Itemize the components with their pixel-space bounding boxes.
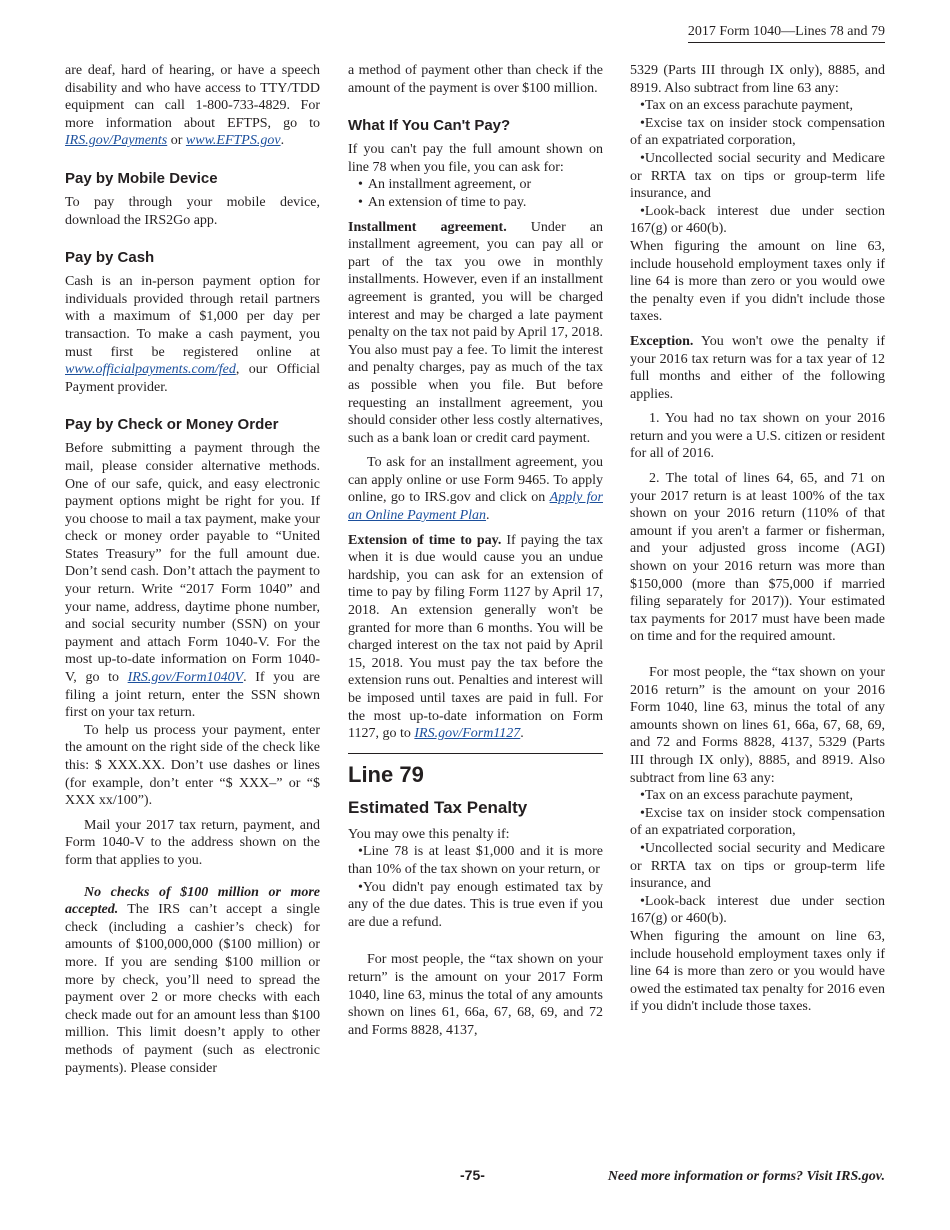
footer-note: Need more information or forms? Visit IRS.gov. bbox=[607, 1169, 885, 1184]
list-item: • Look-back interest due under section 167(g) or 460(b). bbox=[630, 203, 885, 238]
column-3 bbox=[630, 62, 885, 1016]
text: . bbox=[280, 133, 285, 149]
exception-item-1: 1. You had no tax shown on your 2016 return and you were a U.S. citizen or resident for all of 2016. bbox=[630, 411, 885, 462]
lead-in: Exception. bbox=[630, 333, 694, 349]
mail-paragraph: Mail your 2017 tax return, payment, and Form 1040-V to the address shown on the form that applies to you. bbox=[65, 817, 320, 868]
online-payment-plan-link[interactable]: Apply for an Online Payment Plan bbox=[348, 490, 603, 524]
list-item: • Uncollected social security and Medicare or RRTA tax on tips or group-term life insurance, and bbox=[630, 840, 885, 893]
continuation-paragraph: 5329 (Parts III through IX only), 8885, and 8919. Also subtract from line 63 any: bbox=[630, 63, 885, 96]
figuring-paragraph-2: When figuring the amount on line 63, include household employment taxes only if line 64 is more than zero or you would have owed the estimated tax penalty for 2016 even if you didn't include those taxes. bbox=[630, 928, 885, 1015]
text: . bbox=[486, 508, 490, 524]
extension-paragraph bbox=[348, 532, 603, 743]
irs-payments-link[interactable]: IRS.gov/Payments bbox=[65, 133, 168, 149]
heading-pay-by-mobile: Pay by Mobile Device bbox=[65, 169, 218, 187]
page-number: -75- bbox=[460, 1167, 485, 1183]
no-checks-paragraph bbox=[65, 884, 320, 1078]
eftps-link[interactable]: www.EFTPS.gov bbox=[185, 133, 281, 149]
text: Cash is an in-person payment option for individuals provided through retail partners with a maximum of $1,000 per day per transaction. To make a cash payment, you must first be registered online at bbox=[65, 274, 320, 360]
lead-in: No checks of $100 million or more accepted. bbox=[65, 884, 320, 918]
cant-pay-paragraph: If you can't pay the full amount shown on line 78 when you file, you can ask for: bbox=[348, 142, 603, 175]
most-people-2016-paragraph: For most people, the “tax shown on your 2016 return” is the amount on your 2016 Form 1040, line 63, minus the total of any amounts shown on lines 61, 66a, 67, 68, 69, and 72 and Forms 8828, 4137, 5329 (Parts III through IX only), 8885, and 8919. Also subtract from line 63 any: bbox=[630, 665, 885, 786]
text: The IRS can’t accept a single check (including a cashier’s check) for amounts of $100,000,000 ($100 million) or more. If you are sending $100 million or more by check, you’ll need to spread the payment over 2 or more checks with each check made out for an amount less than $100 million. This limit doesn’t apply to other methods of payment (such as electronic payments). Please consider bbox=[65, 902, 320, 1076]
list-item: • Tax on an excess parachute payment, bbox=[630, 787, 885, 805]
running-header: 2017 Form 1040—Lines 78 and 79 bbox=[688, 24, 885, 43]
column-1 bbox=[65, 62, 320, 1077]
column-2 bbox=[348, 62, 603, 1039]
list-item: • Tax on an excess parachute payment, bbox=[630, 97, 885, 115]
mobile-paragraph: To pay through your mobile device, download the IRS2Go app. bbox=[65, 194, 320, 228]
list-item: • Uncollected social security and Medicare or RRTA tax on tips or group-term life insurance, and bbox=[630, 150, 885, 203]
lead-in: Extension of time to pay. bbox=[348, 532, 502, 548]
text: If paying the tax when it is due would cause you an undue hardship, you can ask for an extension of time to pay by filing Form 1127 by April 17, 2018. An extension generally won't be granted for more than 6 months. You will be charged interest on the tax not paid by April 15, 2018. You must pay the tax before the extension runs out. Penalties and interest will be imposed until taxes are paid in full. For the most up-to-date information on Form 1127, go to bbox=[348, 532, 603, 742]
cant-pay-list bbox=[348, 176, 603, 211]
list-item: • An extension of time to pay. bbox=[358, 194, 603, 212]
section-divider bbox=[348, 753, 603, 754]
check-paragraph bbox=[65, 440, 320, 722]
installment-paragraph bbox=[348, 219, 603, 448]
heading-pay-by-cash: Pay by Cash bbox=[65, 249, 155, 267]
list-item: • Look-back interest due under section 167(g) or 460(b). bbox=[630, 893, 885, 928]
figuring-paragraph: When figuring the amount on line 63, include household employment taxes only if line 64 is more than zero or you would owe the penalty even if you didn't include those taxes. bbox=[630, 238, 885, 325]
text: To ask for an installment agreement, you can apply online or use Form 9465. To apply online, go to IRS.gov and click on bbox=[348, 455, 603, 506]
continuation-paragraph: a method of payment other than check if the amount of the payment is over $100 million. bbox=[348, 63, 603, 96]
text: or bbox=[167, 133, 186, 149]
text: , our Official Payment provider. bbox=[65, 362, 320, 395]
list-item: • Excise tax on insider stock compensation of an expatriated corporation, bbox=[630, 115, 885, 150]
heading-cant-pay: What If You Can't Pay? bbox=[348, 117, 511, 135]
text: Before submitting a payment through the mail, please consider alternative methods. One of our safe, quick, and easy electronic payment options might be right for you. If you choose to mail a tax payment, make your check or money order payable to “United States Treasury” for the full amount due. Don’t send cash. Don’t attach the payment to your return. Write “2017 Form 1040” and your name, address, daytime phone number, and social security number (SSN) on your payment and attach Form 1040-V. For the most up-to-date information on Form 1040-V, go to bbox=[65, 441, 320, 686]
cash-paragraph bbox=[65, 273, 320, 396]
may-owe-paragraph: You may owe this penalty if: bbox=[348, 826, 510, 842]
text: . If you are filing a joint return, enter the SSN shown first on your tax return. bbox=[65, 670, 320, 721]
form1040v-link[interactable]: IRS.gov/Form1040V bbox=[127, 670, 244, 686]
list-item: • Line 78 is at least $1,000 and it is more than 10% of the tax shown on your return, or bbox=[348, 843, 603, 878]
estimated-tax-penalty-heading: Estimated Tax Penalty bbox=[348, 797, 528, 817]
officialpayments-link[interactable]: www.officialpayments.com/fed bbox=[65, 362, 236, 378]
ask-paragraph bbox=[348, 454, 603, 524]
lead-in: Installment agreement. bbox=[348, 219, 507, 235]
text: You won't owe the penalty if your 2016 tax return was for a tax year of 12 full months and either of the following applies. bbox=[630, 333, 885, 402]
exception-item-2: 2. The total of lines 64, 65, and 71 on your 2017 return is at least 100% of the tax shown on your 2016 return (110% of that amount if you aren't a farmer or fisherman, and your adjusted gross income (AGI) shown on your 2016 return was more than $150,000 (more than $75,000 if married filing separately for 2017)). Your estimated tax payments for 2017 must have been made on time and for the required amount. bbox=[630, 471, 885, 645]
text: Under an installment agreement, you can pay all or part of the tax you owe in monthly installments. However, even if an installment agreement is granted, you will be charged interest and may be charged a late payment penalty on the tax not paid by April 17, 2018. You also must pay a fee. To limit the interest and penalty charges, pay as much of the tax as possible when you file. But before requesting an installment agreement, you should consider other less costly alternatives, such as a bank loan or credit card payment. bbox=[348, 219, 603, 446]
text: are deaf, hard of hearing, or have a speech disability and who have access to TTY/TDD equipment can call 1-800-733-4829. For more information about EFTPS, go to bbox=[65, 63, 320, 131]
help-paragraph: To help us process your payment, enter the amount on the right side of the check like this: $ XXX.XX. Don’t use dashes or lines (for example, don’t enter “$ XXX–” or “$ XXX xx/100”). bbox=[65, 722, 320, 809]
exception-paragraph bbox=[630, 333, 885, 403]
line-79-title: Line 79 bbox=[348, 761, 424, 787]
list-item: • Excise tax on insider stock compensation of an expatriated corporation, bbox=[630, 805, 885, 840]
eftps-paragraph bbox=[65, 62, 320, 150]
list-item: • An installment agreement, or bbox=[358, 176, 603, 194]
most-people-paragraph: For most people, the “tax shown on your return” is the amount on your 2017 Form 1040, line 63, minus the total of any amounts shown on lines 61, 66a, 67, 68, 69, and 72 and Forms 8828, 4137, bbox=[348, 952, 603, 1038]
form1127-link[interactable]: IRS.gov/Form1127 bbox=[414, 726, 521, 742]
heading-pay-by-check: Pay by Check or Money Order bbox=[65, 416, 279, 434]
text: . bbox=[520, 726, 524, 742]
list-item: • You didn't pay enough estimated tax by any of the due dates. This is true even if you are due a refund. bbox=[348, 879, 603, 932]
